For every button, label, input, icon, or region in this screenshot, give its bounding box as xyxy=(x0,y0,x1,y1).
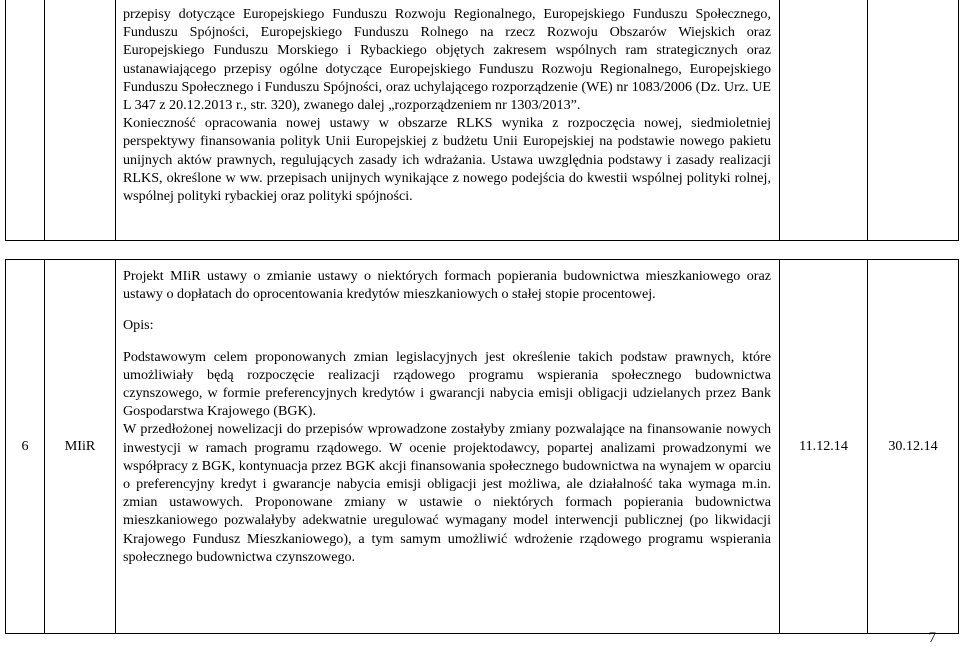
column-divider xyxy=(44,0,45,240)
row-number-cell xyxy=(6,260,44,633)
start-date-cell xyxy=(780,260,867,633)
column-divider xyxy=(115,260,116,633)
project-description-continued: W przedłożonej nowelizacji do przepisów wprowadzone zostałyby zmiany pozwalające na finansowanie nowych inwestycji w ramach programu rządowego. W ocenie projektodawcy, popartej analizami prowadzonymi we współpracy z BGK, kontynuacja przez BGK akcji finansowania społecznego budownictwa na wynajem w oparciu o preferencyjny kredyt i gwarancje nabycia emisji obligacji jest możliwa, ale działalność taka wymaga m.in. zmian ustawowych. Proponowane zmiany w ustawie o niektórych formach popierania budownictwa mieszkaniowego pozwalałyby adekwatnie uregulować wymagany model interwencji publicznej (po likwidacji Krajowego Fundusz Mieszkaniowego), a tym samym umożliwić wdrożenie rządowego programu wspierania społecznego budownictwa czynszowego. xyxy=(123,421,771,565)
rationale-paragraph: Konieczność opracowania nowej ustawy w obszarze RLKS wynika z rozpoczęcia nowej, siedmioletniej perspektywy finansowania polityk Unii Europejskiej z budżetu Unii Europejskiej na podstawie nowego pakietu unijnych aktów prawnych, regulujących zasady ich wdrażania. Ustawa uwzględnia podstawy i zasady realizacji RLKS, określone w ww. przepisach unijnych wynikające z nowego podejścia do kwestii wspólnej polityki rolnej, wspólnej polityki rybackiej oraz polityki spójności. xyxy=(123,115,771,205)
column-divider xyxy=(115,0,116,240)
table-row xyxy=(5,259,959,634)
organization-cell xyxy=(45,260,115,633)
legal-basis-paragraph: przepisy dotyczące Europejskiego Funduszu Rozwoju Regionalnego, Europejskiego Funduszu Społecznego, Funduszu Spójności, Europejskiego Funduszu Rolnego na rzecz Rozwoju Obszarów Wiejskich oraz Europejskiego Funduszu Morskiego i Rybackiego objętych zakresem wspólnych ram strategicznych oraz ustanawiającego przepisy ogólne dotyczące Europejskiego Funduszu Rozwoju Regionalnego, Europejskiego Funduszu Społecznego i Funduszu Spójności, oraz uchylającego rozporządzenie (WE) nr 1083/2006 (Dz. Urz. UE L 347 z 20.12.2013 r., str. 320), zwanego dalej „rozporządzeniem nr 1303/2013”. xyxy=(123,6,771,114)
column-divider xyxy=(867,0,868,240)
row-number: 6 xyxy=(21,438,29,455)
project-description: Podstawowym celem proponowanych zmian legislacyjnych jest określenie takich podstaw prawnych, które umożliwiały będą rozpoczęcie realizacji rządowego programu wspierania społecznego budownictwa czynszowego, w formie preferencyjnych kredytów i gwarancji nabycia emisji obligacji udzielanych przez Bank Gospodarstwa Krajowego (BGK). xyxy=(123,348,771,420)
description-cell xyxy=(123,5,771,205)
column-divider xyxy=(779,0,780,240)
description-cell xyxy=(123,267,771,566)
end-date-cell xyxy=(868,260,958,633)
table-row-continuation xyxy=(5,0,959,241)
opis-label: Opis: xyxy=(123,317,154,334)
end-date: 30.12.14 xyxy=(888,438,938,455)
start-date: 11.12.14 xyxy=(799,438,848,455)
organization-name: MIiR xyxy=(64,438,96,455)
page-number: 7 xyxy=(928,630,936,646)
project-title: Projekt MIiR ustawy o zmianie ustawy o niektórych formach popierania budownictwa mieszkaniowego oraz ustawy o dopłatach do oprocentowania kredytów mieszkaniowych o stałej stopie procentowej. xyxy=(123,268,771,303)
